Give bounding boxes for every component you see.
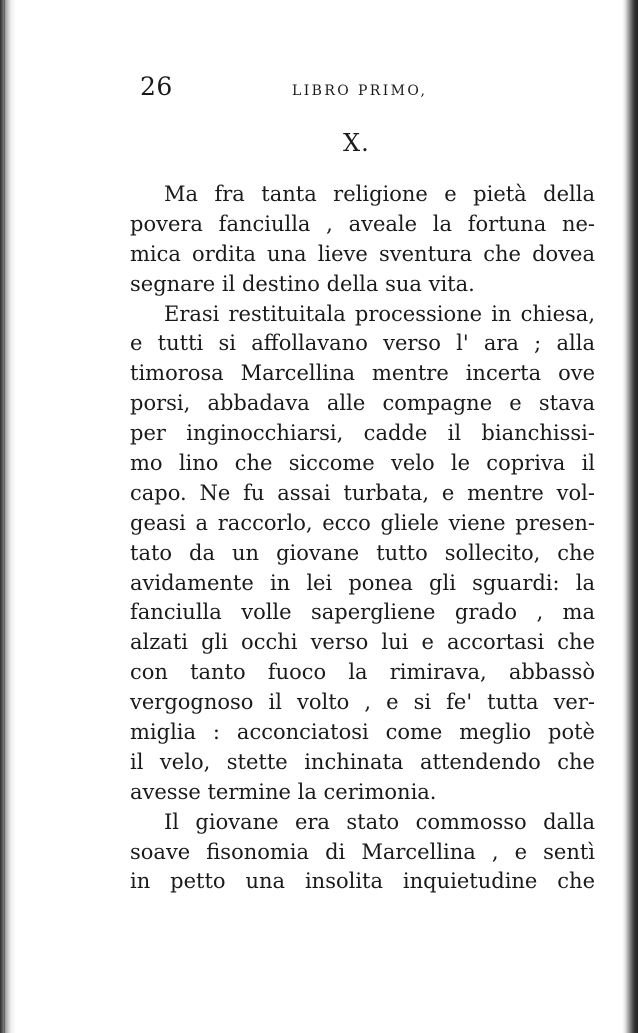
text-line: il velo, stette inchinata attendendo che xyxy=(130,749,595,774)
text-line: segnare il destino della sua vita. xyxy=(130,271,475,296)
text-line: fanciulla volle sapergliene grado , ma xyxy=(130,600,595,625)
text-line: tato da un giovane tutto sollecito, che xyxy=(130,540,595,565)
text-line: mica ordita una lieve sventura che dovea xyxy=(130,241,595,266)
text-line: miglia : acconciatosi come meglio potè xyxy=(130,720,595,745)
section-number: X. xyxy=(343,129,370,157)
text-line: avidamente in lei ponea gli sguardi: la xyxy=(130,570,595,595)
page-number: 26 xyxy=(140,72,173,101)
text-line: povera fanciulla , aveale la fortuna ne- xyxy=(130,211,595,236)
page-edge xyxy=(622,0,638,1033)
text-line: avesse termine la cerimonia. xyxy=(130,779,437,804)
text-line: vergognoso il volto , e si fe' tutta ver- xyxy=(130,690,595,715)
text-line: in petto una insolita inquietudine che xyxy=(130,869,595,894)
text-line: Ma fra tanta religione e pietà della xyxy=(164,182,595,206)
page-header xyxy=(140,72,460,112)
body-text xyxy=(130,180,595,897)
text-line: capo. Ne fu assai turbata, e mentre vol- xyxy=(130,480,595,505)
running-head: LIBRO PRIMO, xyxy=(292,83,428,99)
text-line: alzati gli occhi verso lui e accortasi che xyxy=(130,630,595,655)
text-line: geasi a raccorlo, ecco gliele viene presen- xyxy=(130,510,595,535)
text-line: mo lino che siccome velo le copriva il xyxy=(130,451,595,476)
text-line: con tanto fuoco la rimirava, abbassò xyxy=(130,660,595,685)
text-line: porsi, abbadava alle compagne e stava xyxy=(130,391,595,416)
text-line: per inginocchiarsi, cadde il bianchissi- xyxy=(130,421,595,446)
text-line: soave fisonomia di Marcellina , e sentì xyxy=(130,839,595,864)
text-line: e tutti si affollavano verso l' ara ; alla xyxy=(130,331,595,356)
text-line: Il giovane era stato commosso dalla xyxy=(164,809,595,834)
binding-edge xyxy=(0,0,16,1033)
text-line: Erasi restituitala processione in chiesa, xyxy=(164,301,595,326)
text-line: timorosa Marcellina mentre incerta ove xyxy=(130,361,595,386)
